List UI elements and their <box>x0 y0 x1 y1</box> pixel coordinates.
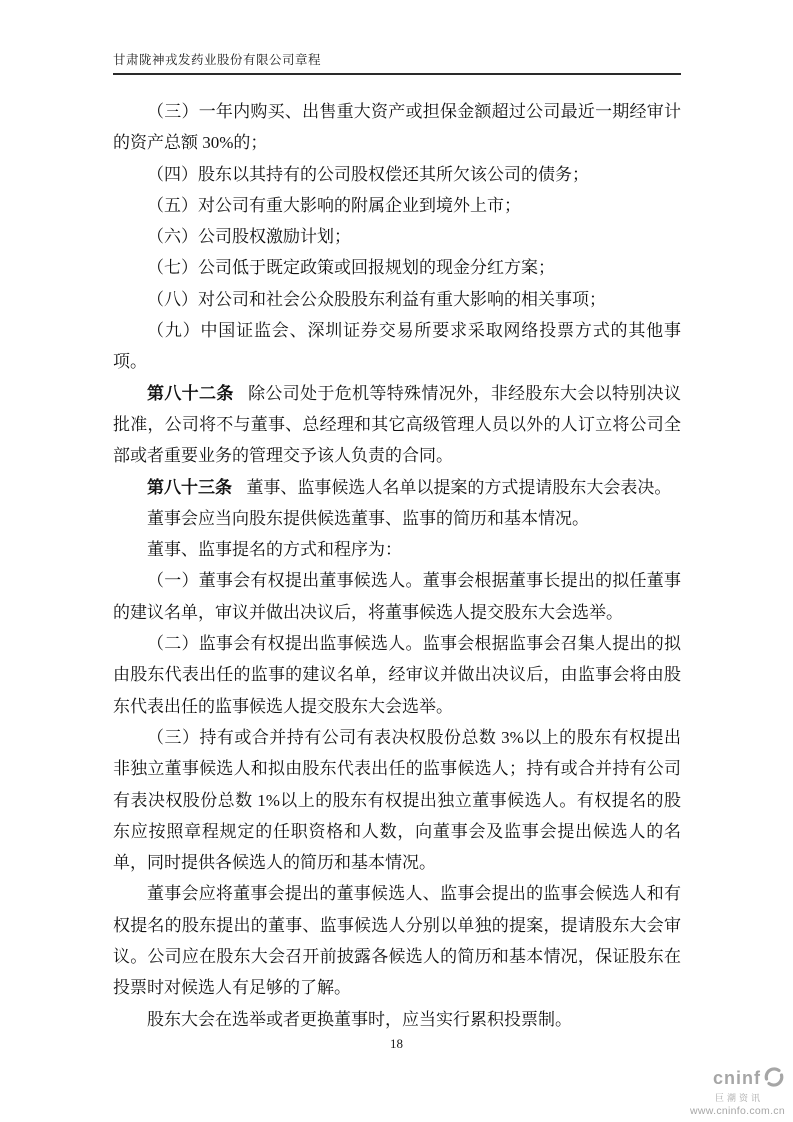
paragraph-text: 董事、监事候选人名单以提案的方式提请股东大会表决。 <box>246 477 672 497</box>
paragraph-text: （二）监事会有权提出监事候选人。监事会根据监事会召集人提出的拟由股东代表出任的监事的建议名单，经审议并做出决议后，由监事会将由股东代表出任的监事候选人提交股东大会选举。 <box>113 634 681 716</box>
cninfo-logo-row <box>690 1066 785 1093</box>
page-number: 18 <box>390 1036 403 1051</box>
paragraph <box>113 503 681 534</box>
paragraph <box>113 190 681 221</box>
paragraph <box>113 159 681 190</box>
paragraph <box>113 534 681 565</box>
paragraph <box>113 565 681 628</box>
paragraph <box>113 472 681 503</box>
paragraph-text: 股东大会在选举或者更换董事时，应当实行累积投票制。 <box>147 1009 572 1029</box>
paragraph <box>113 722 681 878</box>
page-header-title: 甘肃陇神戎发药业股份有限公司章程 <box>113 50 681 75</box>
article-number: 第八十二条 <box>147 383 234 403</box>
paragraph-text: 董事会应将董事会提出的董事候选人、监事会提出的监事会候选人和有权提名的股东提出的董事、监事候选人分别以单独的提案，提请股东大会审议。公司应在股东大会召开前披露各候选人的简历和基本情况，保证股东在投票时对候选人有足够的了解。 <box>113 884 681 998</box>
paragraph-text: （五）对公司有重大影响的附属企业到境外上市； <box>147 195 521 215</box>
paragraph <box>113 378 681 472</box>
paragraph-text: （七）公司低于既定政策或回报规划的现金分红方案； <box>147 258 555 278</box>
paragraph-text: （八）对公司和社会公众股股东利益有重大影响的相关事项； <box>147 289 606 309</box>
paragraph <box>113 284 681 315</box>
cninfo-url: www.cninfo.com.cn <box>690 1105 785 1118</box>
paragraph-text: 董事会应当向股东提供候选董事、监事的简历和基本情况。 <box>147 508 589 528</box>
paragraph <box>113 252 681 283</box>
paragraph <box>113 315 681 378</box>
paragraph-text: （一）董事会有权提出董事候选人。董事会根据董事长提出的拟任董事的建议名单，审议并做出决议后，将董事候选人提交股东大会选举。 <box>113 571 681 622</box>
paragraph <box>113 628 681 722</box>
paragraph <box>113 878 681 1003</box>
paragraph-text: （六）公司股权激励计划； <box>147 227 351 247</box>
paragraph-text: 董事、监事提名的方式和程序为： <box>147 540 402 560</box>
cninfo-brand-text: cninf <box>713 1068 761 1089</box>
cninfo-swirl-icon <box>763 1066 785 1093</box>
paragraph <box>113 221 681 252</box>
paragraph-text: （九）中国证监会、深圳证券交易所要求采取网络投票方式的其他事项。 <box>113 321 681 372</box>
cninfo-logo <box>690 1066 785 1118</box>
paragraph <box>113 96 681 159</box>
paragraph-text: （三）一年内购买、出售重大资产或担保金额超过公司最近一期经审计的资产总额 30%的； <box>113 102 681 153</box>
paragraph <box>113 1004 681 1035</box>
paragraph-text: （三）持有或合并持有公司有表决权股份总数 3%以上的股东有权提出非独立董事候选人和拟由股东代表出任的监事候选人；持有或合并持有公司有表决权股份总数 1%以上的股东有权提出独立董事候选人。有权提名的股东应按照章程规定的任职资格和人数，向董事会及监事会提出候选人的名单，同时提供各候选人的简历和基本情况。 <box>113 727 681 873</box>
paragraph-text: （四）股东以其持有的公司股权偿还其所欠该公司的债务； <box>147 164 589 184</box>
document-body <box>113 96 681 1035</box>
paragraph-text: 除公司处于危机等特殊情况外，非经股东大会以特别决议批准，公司将不与董事、总经理和其它高级管理人员以外的人订立将公司全部或者重要业务的管理交予该人负责的合同。 <box>113 383 682 466</box>
cninfo-chinese-name: 巨潮资讯 <box>714 1092 763 1103</box>
article-number: 第八十三条 <box>147 477 232 497</box>
